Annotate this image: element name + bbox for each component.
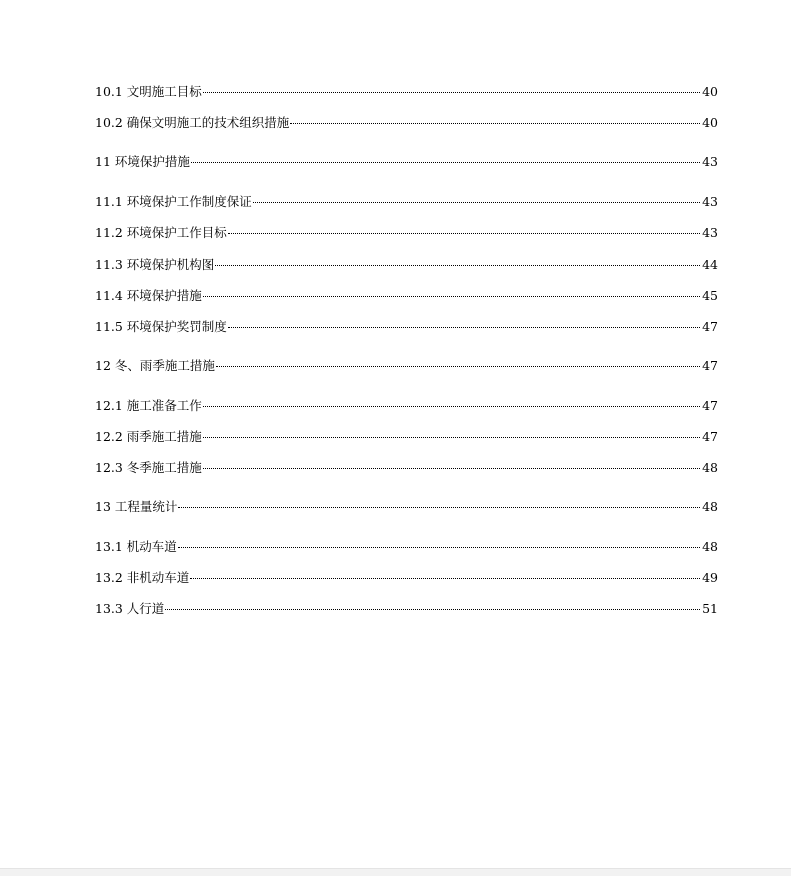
toc-entry-page-number: 47: [702, 319, 718, 334]
dot-leader: [228, 324, 700, 328]
toc-entry-10-2[interactable]: [95, 114, 718, 132]
dot-leader: [228, 230, 700, 234]
toc-entry-title: 13 工程量统计: [95, 499, 178, 514]
toc-entry-page-number: 48: [702, 460, 718, 475]
dot-leader: [215, 262, 700, 266]
toc-entry-page-number: 43: [702, 225, 718, 240]
toc-entry-11-3[interactable]: [95, 256, 718, 274]
toc-entry-11[interactable]: [95, 153, 718, 171]
toc-entry-page-number: 43: [702, 154, 718, 169]
toc-entry-page-number: 40: [702, 84, 718, 99]
toc-entry-title: 13.1 机动车道: [95, 539, 177, 554]
toc-entry-page-number: 49: [702, 570, 718, 585]
toc-entry-11-5[interactable]: [95, 318, 718, 336]
dot-leader: [191, 159, 700, 163]
toc-entry-page-number: 47: [702, 358, 718, 373]
toc-entry-page-number: 51: [702, 601, 718, 616]
dot-leader: [203, 403, 700, 407]
toc-entry-title: 11.3 环境保护机构图: [95, 257, 215, 272]
toc-entry-title: 11.4 环境保护措施: [95, 288, 202, 303]
toc-entry-13[interactable]: [95, 498, 718, 516]
toc-entry-page-number: 44: [702, 257, 718, 272]
toc-entry-page-number: 48: [702, 539, 718, 554]
dot-leader: [253, 199, 700, 203]
dot-leader: [290, 120, 700, 124]
toc-entry-11-1[interactable]: [95, 193, 718, 211]
toc-entry-title: 12.1 施工准备工作: [95, 398, 202, 413]
toc-entry-title: 11 环境保护措施: [95, 154, 190, 169]
toc-entry-title: 10.1 文明施工目标: [95, 84, 202, 99]
toc-entry-page-number: 43: [702, 194, 718, 209]
dot-leader: [203, 434, 700, 438]
toc-entry-13-1[interactable]: [95, 538, 718, 556]
dot-leader: [203, 465, 700, 469]
toc-entry-title: 13.3 人行道: [95, 601, 165, 616]
toc-entry-page-number: 47: [702, 429, 718, 444]
toc-entry-12[interactable]: [95, 357, 718, 375]
toc-entry-title: 12 冬、雨季施工措施: [95, 358, 215, 373]
dot-leader: [216, 363, 700, 367]
toc-entry-title: 12.3 冬季施工措施: [95, 460, 202, 475]
toc-entry-page-number: 48: [702, 499, 718, 514]
toc-entry-10-1[interactable]: [95, 83, 718, 101]
toc-entry-title: 10.2 确保文明施工的技术组织措施: [95, 115, 290, 130]
toc-entry-title: 12.2 雨季施工措施: [95, 429, 202, 444]
dot-leader: [165, 606, 700, 610]
dot-leader: [178, 504, 700, 508]
toc-entry-13-2[interactable]: [95, 569, 718, 587]
toc-entry-title: 11.1 环境保护工作制度保证: [95, 194, 252, 209]
toc-entry-11-4[interactable]: [95, 287, 718, 305]
toc-entry-title: 13.2 非机动车道: [95, 570, 190, 585]
toc-entry-title: 11.2 环境保护工作目标: [95, 225, 227, 240]
dot-leader: [178, 544, 700, 548]
toc-entry-page-number: 40: [702, 115, 718, 130]
dot-leader: [190, 575, 700, 579]
toc-entry-title: 11.5 环境保护奖罚制度: [95, 319, 227, 334]
toc-entry-12-2[interactable]: [95, 428, 718, 446]
dot-leader: [203, 89, 700, 93]
toc-entry-11-2[interactable]: [95, 224, 718, 242]
toc-entry-12-1[interactable]: [95, 397, 718, 415]
toc-entry-12-3[interactable]: [95, 459, 718, 477]
toc-entry-13-3[interactable]: [95, 600, 718, 618]
toc-entry-page-number: 47: [702, 398, 718, 413]
toc-entry-page-number: 45: [702, 288, 718, 303]
dot-leader: [203, 293, 700, 297]
